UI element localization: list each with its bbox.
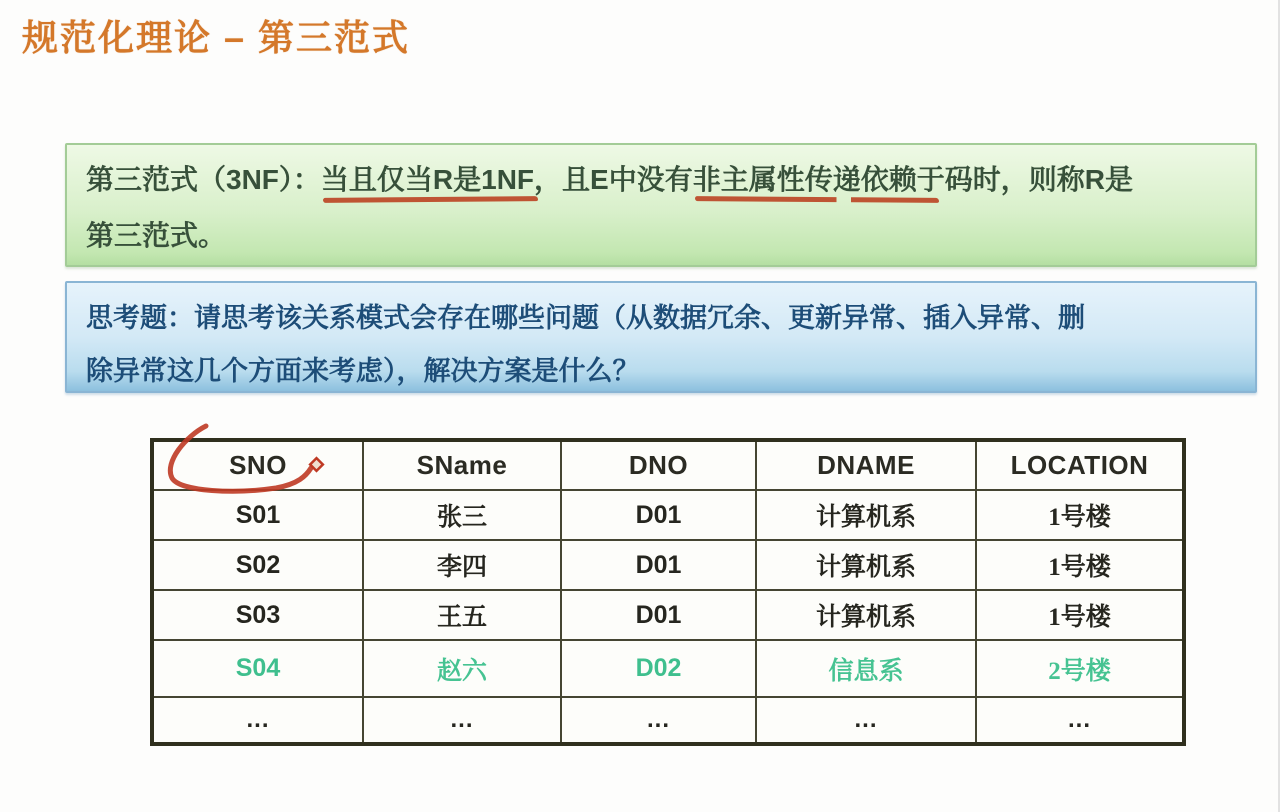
column-header-dno: DNO <box>561 440 756 490</box>
column-header-sname: SName <box>363 440 561 490</box>
cell-dname: 信息系 <box>756 640 976 697</box>
definition-line-1 <box>86 152 1236 208</box>
definition-segment: ，且E中没有 <box>534 164 693 195</box>
cell-sno: S04 <box>152 640 363 697</box>
cell-location: 1号楼 <box>976 540 1184 590</box>
cell-dno: ... <box>561 697 756 744</box>
cell-dname: 计算机系 <box>756 590 976 640</box>
relation-table-wrap <box>150 438 1186 746</box>
cell-dname: 计算机系 <box>756 540 976 590</box>
table-row <box>152 540 1184 590</box>
cell-dno: D01 <box>561 540 756 590</box>
relation-table <box>150 438 1186 746</box>
cell-dname: 计算机系 <box>756 490 976 540</box>
cell-location: 2号楼 <box>976 640 1184 697</box>
table-row-ellipsis <box>152 697 1184 744</box>
table-row-highlighted <box>152 640 1184 697</box>
cell-location: 1号楼 <box>976 590 1184 640</box>
page-title: 规范化理论 – 第三范式 <box>22 17 411 58</box>
table-header-row <box>152 440 1184 490</box>
definition-segment: 第三范式（3NF）： <box>86 164 321 195</box>
question-line-1: 思考题：请思考该关系模式会存在哪些问题（从数据冗余、更新异常、插入异常、删 <box>86 303 1085 333</box>
table-row <box>152 490 1184 540</box>
cell-sname: 王五 <box>363 590 561 640</box>
column-header-dname: DNAME <box>756 440 976 490</box>
cell-sno: S01 <box>152 490 363 540</box>
cell-sno: ... <box>152 697 363 744</box>
cell-dname: ... <box>756 697 976 744</box>
cell-sno: S03 <box>152 590 363 640</box>
red-underlined-phrase-1: 当且仅当R是1NF <box>320 164 535 195</box>
definition-box <box>65 143 1257 267</box>
definition-segment: 于码时，则称R是 <box>916 164 1133 195</box>
cell-location: ... <box>976 697 1184 744</box>
cell-dno: D01 <box>561 590 756 640</box>
question-box <box>65 281 1257 393</box>
table-row <box>152 590 1184 640</box>
column-header-sno: SNO <box>152 440 363 490</box>
cell-dno: D02 <box>561 640 756 697</box>
cell-sno: S02 <box>152 540 363 590</box>
column-header-location: LOCATION <box>976 440 1184 490</box>
cell-sname: 李四 <box>363 540 561 590</box>
red-underlined-phrase-2: 非主属性传递依赖 <box>692 164 917 195</box>
cell-dno: D01 <box>561 490 756 540</box>
cell-sname: ... <box>363 697 561 744</box>
question-line-2: 除异常这几个方面来考虑），解决方案是什么？ <box>86 356 640 386</box>
cell-location: 1号楼 <box>976 490 1184 540</box>
cell-sname: 张三 <box>363 490 561 540</box>
cell-sname: 赵六 <box>363 640 561 697</box>
definition-line-2: 第三范式。 <box>86 220 227 251</box>
